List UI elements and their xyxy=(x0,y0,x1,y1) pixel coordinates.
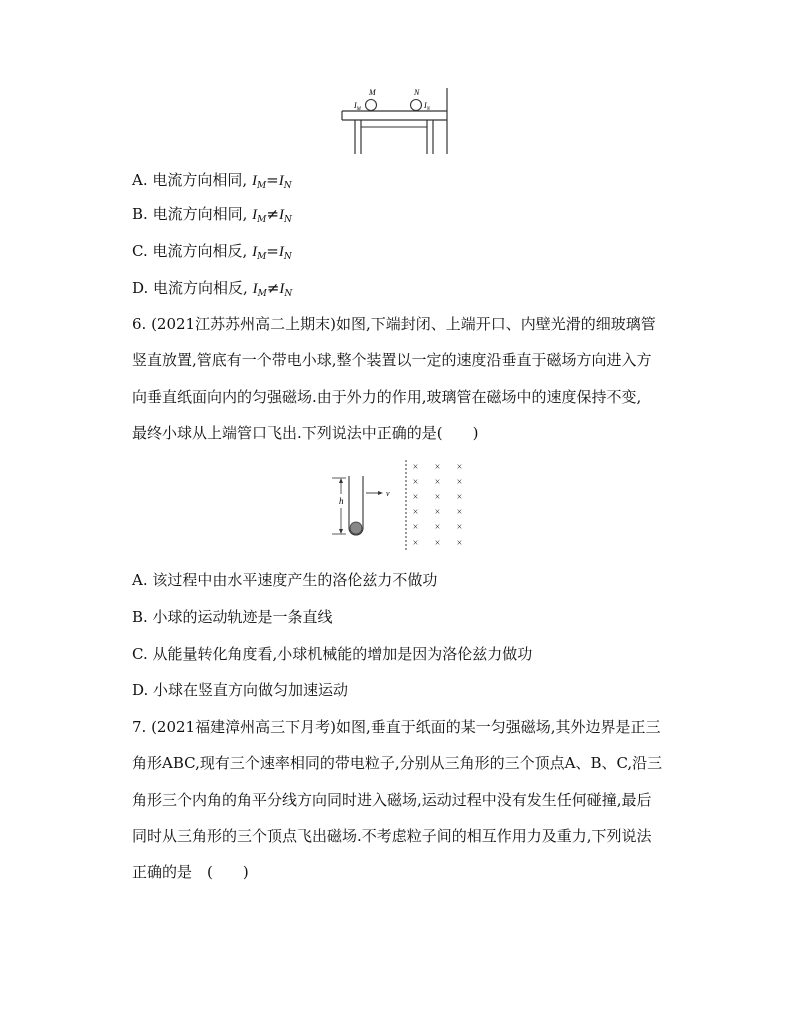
field-cross: × xyxy=(412,477,419,488)
field-cross: × xyxy=(434,462,441,473)
q5-option-a[interactable]: A. 电流方向相同, $I_M=I_N$ xyxy=(132,171,292,191)
field-cross: × xyxy=(412,507,419,518)
q6-stem-line-4: 最终小球从上端管口飞出.下列说法中正确的是( ) xyxy=(132,424,479,442)
label-m: M xyxy=(369,88,376,97)
field-cross: × xyxy=(434,522,441,533)
field-cross: × xyxy=(456,462,463,473)
field-cross: × xyxy=(456,538,463,549)
q5-option-b[interactable]: B. 电流方向相同, $I_M\ne I_N$ xyxy=(132,205,292,225)
field-cross: × xyxy=(456,477,463,488)
q6-option-a[interactable]: A. 该过程中由水平速度产生的洛伦兹力不做功 xyxy=(132,571,438,589)
field-cross: × xyxy=(434,507,441,518)
figure-rails-table xyxy=(340,85,455,157)
field-cross: × xyxy=(456,522,463,533)
label-h: h xyxy=(339,496,344,506)
q7-stem-line-5: 正确的是 ( ) xyxy=(132,863,249,881)
q6-stem-line-2: 竖直放置,管底有一个带电小球,整个装置以一定的速度沿垂直于磁场方向进入方 xyxy=(132,351,652,369)
q7-stem-line-2: 角形ABC,现有三个速率相同的带电粒子,分别从三角形的三个顶点A、B、C,沿三 xyxy=(132,754,663,772)
field-cross: × xyxy=(412,462,419,473)
label-n: N xyxy=(414,88,420,97)
q5-option-d[interactable]: D. 电流方向相反, $I_M\ne I_N$ xyxy=(132,279,293,299)
q6-option-b[interactable]: B. 小球的运动轨迹是一条直线 xyxy=(132,608,333,626)
q7-stem-line-1: 7. (2021福建漳州高三下月考)如图,垂直于纸面的某一匀强磁场,其外边界是正三 xyxy=(132,718,661,736)
label-in: $I_N$ xyxy=(424,101,431,112)
q6-option-d[interactable]: D. 小球在竖直方向做匀加速运动 xyxy=(132,681,349,699)
q5-option-c[interactable]: C. 电流方向相反, $I_M=I_N$ xyxy=(132,242,292,262)
q6-stem-line-3: 向垂直纸面向内的匀强磁场.由于外力的作用,玻璃管在磁场中的速度保持不变, xyxy=(132,388,642,406)
q6-stem-line-1: 6. (2021江苏苏州高二上期末)如图,下端封闭、上端开口、内壁光滑的细玻璃管 xyxy=(132,315,656,333)
label-v: v xyxy=(386,489,390,498)
label-im: $I_M$ xyxy=(354,101,361,112)
field-cross: × xyxy=(412,492,419,503)
field-cross: × xyxy=(456,492,463,503)
q7-stem-line-4: 同时从三角形的三个顶点飞出磁场.不考虑粒子间的相互作用力及重力,下列说法 xyxy=(132,827,652,845)
field-cross: × xyxy=(412,522,419,533)
q7-stem-line-3: 角形三个内角的角平分线方向同时进入磁场,运动过程中没有发生任何碰撞,最后 xyxy=(132,791,652,809)
field-cross: × xyxy=(434,492,441,503)
q6-option-c[interactable]: C. 从能量转化角度看,小球机械能的增加是因为洛伦兹力做功 xyxy=(132,645,533,663)
field-cross: × xyxy=(412,538,419,549)
field-cross: × xyxy=(434,538,441,549)
field-cross: × xyxy=(434,477,441,488)
field-cross: × xyxy=(456,507,463,518)
figure-tube-magnetic-field xyxy=(330,458,470,554)
